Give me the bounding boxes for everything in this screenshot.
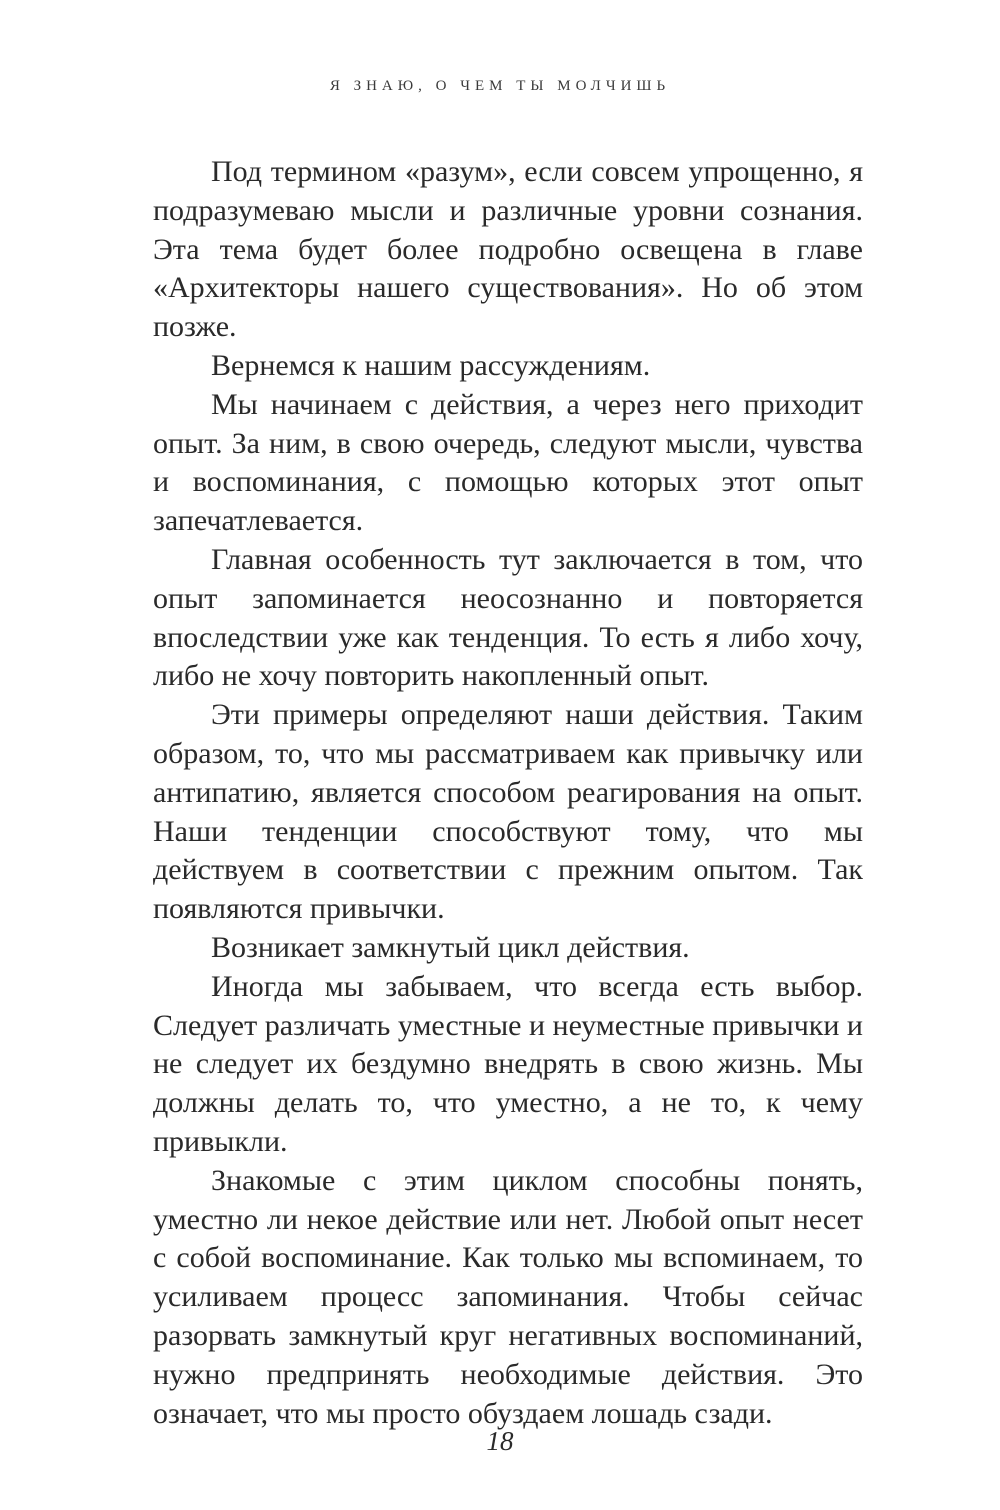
- paragraph-1: Под термином «разум», если совсем упрощенно, я подразумеваю мысли и различные уровни сознания. Эта тема будет более подробно освещена в главе «Архитекторы нашего существования». Но об этом позже.: [153, 155, 863, 344]
- paragraph-7: Иногда мы забываем, что всегда есть выбор. Следует различать уместные и неуместные привычки и не следует их бездумно внедрять в свою жизнь. Мы должны делать то, что уместно, а не то, к чему привыкли.: [153, 969, 863, 1158]
- paragraph-8: Знакомые с этим циклом способны понять, уместно ли некое действие или нет. Любой опыт несет с собой воспоминание. Как только мы вспоминаем, то усиливаем процесс запоминания. Чтобы сейчас разорвать замкнутый круг негативных воспоминаний, нужно предпринять необходимые действия. Это означает, что мы просто обуздаем лошадь сзади.: [153, 1163, 863, 1430]
- paragraph-4: Главная особенность тут заключается в том, что опыт запоминается неосознанно и повторяется впоследствии уже как тенденция. То есть я либо хочу, либо не хочу повторить накопленный опыт.: [153, 542, 863, 693]
- paragraph-6: Возникает замкнутый цикл действия.: [211, 930, 690, 964]
- paragraph-5: Эти примеры определяют наши действия. Таким образом, то, что мы рассматриваем как привычку или антипатию, является способом реагирования на опыт. Наши тенденции способствуют тому, что мы действуем в соответствии с прежним опытом. Так появляются привычки.: [153, 698, 863, 926]
- page-number: 18: [486, 1426, 514, 1456]
- paragraph-3: Мы начинаем с действия, а через него приходит опыт. За ним, в свою очередь, следуют мысли, чувства и воспоминания, с помощью которых этот опыт запечатлевается.: [153, 387, 863, 538]
- body-text: [153, 153, 863, 1433]
- paragraph-2: Вернемся к нашим рассуждениям.: [211, 348, 651, 382]
- running-head: Я ЗНАЮ, О ЧЕМ ТЫ МОЛЧИШЬ: [329, 78, 671, 94]
